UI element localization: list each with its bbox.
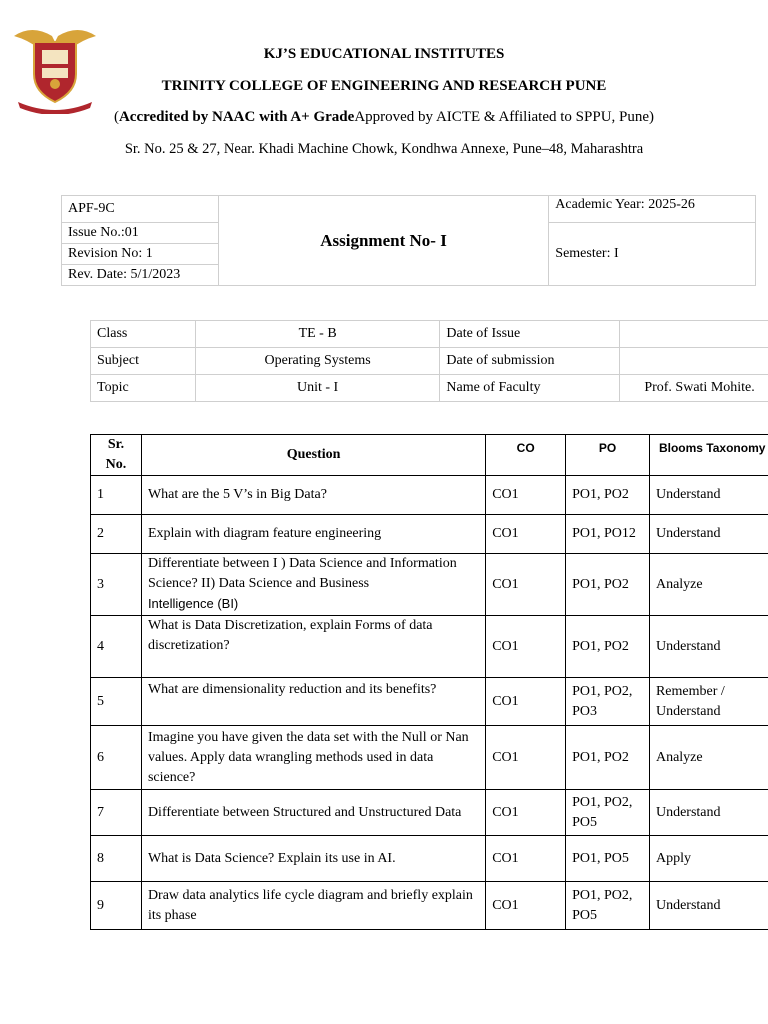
header-question: Question [141,435,485,476]
bloom-cell: Apply [649,836,768,882]
sr-cell: 1 [91,476,142,515]
po-cell: PO1, PO2 [566,554,650,616]
header-po: PO [566,435,650,476]
co-cell: CO1 [486,476,566,515]
table-row [91,616,768,678]
college-logo [12,22,98,114]
assignment-title: Assignment No- I [218,196,548,286]
accreditation-bold: Accredited by NAAC with A+ Grade [118,109,355,125]
table-row [91,476,768,515]
question-cell: Explain with diagram feature engineering [141,515,485,554]
question-cell: What is Data Science? Explain its use in AI. [141,836,485,882]
submission-date-label: Date of submission [440,348,620,375]
issue-number: Issue No.:01 [62,223,219,244]
question-cell: What is Data Discretization, explain Forms of data discretization? [141,616,485,678]
submission-date-value [620,348,768,375]
table-row [91,726,768,790]
sr-cell: 5 [91,678,142,726]
bloom-cell: Analyze [649,726,768,790]
accreditation-line: (Accredited by NAAC with A+ GradeApproved by AICTE & Affiliated to SPPU, Pune) [113,109,655,125]
po-cell: PO1, PO12 [566,515,650,554]
bloom-cell: Remember / Understand [649,678,768,726]
table-row [91,836,768,882]
question-cell [141,554,485,616]
institute-name: KJ’S EDUCATIONAL INSTITUTES [263,46,505,62]
faculty-value: Prof. Swati Mohite. [620,375,768,402]
sr-cell: 7 [91,790,142,836]
co-cell: CO1 [486,790,566,836]
form-code: APF-9C [62,196,219,223]
topic-value: Unit - I [195,375,440,402]
issue-date-value [620,321,768,348]
semester: Semester: I [549,223,756,286]
co-cell: CO1 [486,678,566,726]
issue-date-label: Date of Issue [440,321,620,348]
accreditation-rest: Approved by AICTE & Affiliated to SPPU, Pune) [354,109,655,125]
po-cell: PO1, PO2, PO5 [566,882,650,930]
po-cell: PO1, PO2 [566,476,650,515]
table-row [91,790,768,836]
address-line: Sr. No. 25 & 27, Near. Khadi Machine Chowk, Kondhwa Annexe, Pune–48, Maharashtra [124,141,644,157]
college-name: TRINITY COLLEGE OF ENGINEERING AND RESEARCH PUNE [161,78,607,94]
question-text: Differentiate between I ) Data Science and Information Science? II) Data Science and Business [147,556,457,591]
table-row [91,678,768,726]
class-info-table [90,320,768,402]
questions-table [90,434,768,930]
class-label: Class [91,321,196,348]
po-cell: PO1, PO2 [566,726,650,790]
co-cell: CO1 [486,616,566,678]
subject-value: Operating Systems [195,348,440,375]
po-cell: PO1, PO5 [566,836,650,882]
table-row [91,882,768,930]
bloom-cell: Understand [649,882,768,930]
revision-date: Rev. Date: 5/1/2023 [62,265,219,286]
header-co: CO [486,435,566,476]
po-cell: PO1, PO2, PO3 [566,678,650,726]
bloom-cell: Analyze [649,554,768,616]
sr-cell: 9 [91,882,142,930]
header-blooms: Blooms Taxonomy [649,435,768,476]
co-cell: CO1 [486,836,566,882]
question-cell: Draw data analytics life cycle diagram and briefly explain its phase [141,882,485,930]
po-cell: PO1, PO2 [566,616,650,678]
bloom-cell: Understand [649,476,768,515]
question-cell: Imagine you have given the data set with the Null or Nan values. Apply data wrangling methods used in data science? [141,726,485,790]
bloom-cell: Understand [649,616,768,678]
sr-cell: 8 [91,836,142,882]
question-cell: What are the 5 V’s in Big Data? [141,476,485,515]
class-value: TE - B [195,321,440,348]
sr-cell: 3 [91,554,142,616]
co-cell: CO1 [486,515,566,554]
sr-cell: 4 [91,616,142,678]
po-cell: PO1, PO2, PO5 [566,790,650,836]
bloom-cell: Understand [649,790,768,836]
table-row [91,554,768,616]
header-sr-no: Sr. No. [91,435,142,476]
co-cell: CO1 [486,554,566,616]
co-cell: CO1 [486,726,566,790]
subject-label: Subject [91,348,196,375]
academic-year: Academic Year: 2025-26 [549,196,756,223]
co-cell: CO1 [486,882,566,930]
faculty-label: Name of Faculty [440,375,620,402]
bloom-cell: Understand [649,515,768,554]
topic-label: Topic [91,375,196,402]
sr-cell: 6 [91,726,142,790]
table-row [91,515,768,554]
question-cell: Differentiate between Structured and Unstructured Data [141,790,485,836]
question-text-tail: Intelligence (BI) [147,596,239,611]
sr-cell: 2 [91,515,142,554]
revision-number: Revision No: 1 [62,244,219,265]
document-meta-table [61,195,756,286]
question-cell: What are dimensionality reduction and its benefits? [141,678,485,726]
